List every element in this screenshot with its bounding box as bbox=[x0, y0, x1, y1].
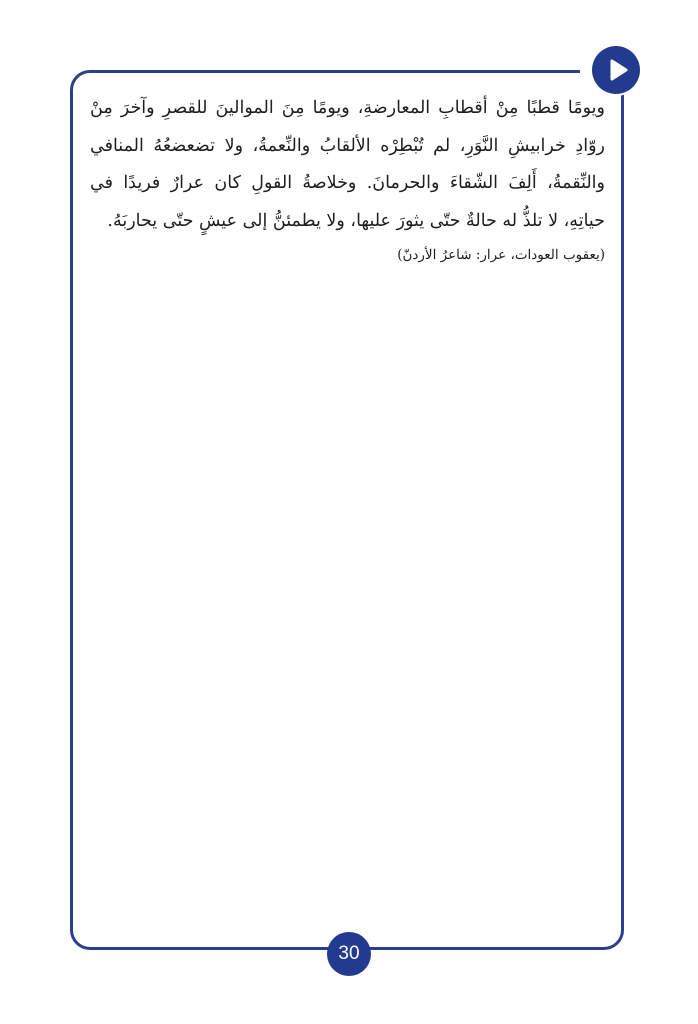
body-paragraph: ويومًا قطبًا مِنْ أقطابِ المعارضةِ، ويومًا مِنَ الموالينَ للقصرِ وآخرَ مِنْ روّادِ خرابيشِ النَّوَرِ، لم تُبْطِرْه الألقابُ والنِّعمةُ، ولا تضعضعُهُ المنافي والنِّقمةُ، أَلِفَ الشّقاءَ والحرمانَ. وخلاصةُ القولِ كان عرارٌ فريدًا في حياتِهِ، لا تلذُّ له حالةٌ حتّى يثورَ عليها، ولا يطمئنُّ إلى عيشٍ حتّى يحاربَهُ. bbox=[90, 98, 605, 231]
text-block bbox=[90, 90, 605, 268]
page-number: 30 bbox=[327, 932, 371, 976]
play-badge bbox=[592, 46, 640, 94]
citation: (يعقوب العودات، عرار: شاعرُ الأردنّ) bbox=[397, 247, 605, 263]
play-icon bbox=[604, 57, 630, 83]
